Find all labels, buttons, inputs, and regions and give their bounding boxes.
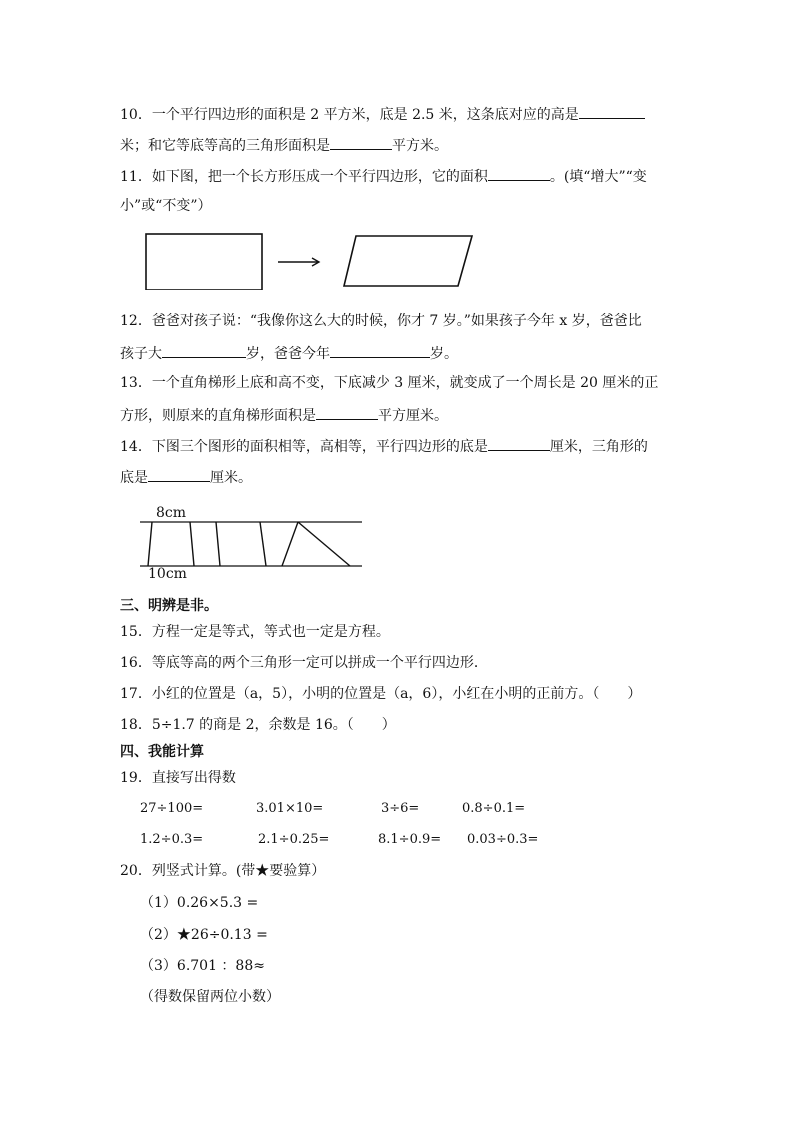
q14-text-b: 厘米，三角形的 — [549, 439, 648, 455]
q16: 16．等底等高的两个三角形一定可以拼成一个平行四边形． — [120, 655, 488, 671]
q12-text-a: 12．爸爸对孩子说：“我像你这么大的时候，你才 7 岁。”如果孩子今年 x 岁，爸爸比 — [120, 313, 642, 329]
calc-r2-c1: 1.2÷0.3= — [140, 832, 204, 847]
q12-line1 — [120, 311, 642, 331]
q11-text-c: 小”或“不变”） — [120, 198, 212, 214]
q20-2: （2）★26÷0.13 = — [140, 927, 268, 943]
q10-line1 — [120, 103, 645, 125]
q14-text-d: 厘米。 — [210, 470, 252, 486]
q10-text-a: 10．一个平行四边形的面积是 2 平方米，底是 2.5 米，这条底对应的高是 — [120, 107, 579, 123]
parallelogram-right-edge — [260, 522, 266, 566]
section4-title: 四、我能计算 — [120, 744, 204, 760]
label-8cm: 8cm — [156, 505, 187, 521]
trapezoid-left-edge — [148, 522, 152, 566]
q11-blank[interactable] — [488, 165, 550, 181]
calc-r1-c1: 27÷100= — [140, 801, 204, 816]
calc-r1-c3: 3÷6= — [381, 801, 420, 816]
q14-line2 — [120, 466, 252, 488]
section3-title: 三、明辨是非。 — [120, 598, 218, 614]
q14-text-a: 14．下图三个图形的面积相等，高相等，平行四边形的底是 — [120, 439, 488, 455]
q10-text-b: 米；和它等底等高的三角形面积是 — [120, 138, 330, 154]
q10-blank-area[interactable] — [330, 134, 392, 150]
rectangle-to-parallelogram-figure — [140, 228, 480, 290]
calc-r2-c2: 2.1÷0.25= — [258, 832, 330, 847]
q13-line1 — [120, 373, 658, 393]
q10-blank-height[interactable] — [579, 103, 645, 119]
triangle-right-edge — [298, 522, 350, 566]
q13-text-c: 平方厘米。 — [378, 408, 448, 424]
rectangle-shape — [146, 234, 262, 290]
q10-line2 — [120, 134, 448, 156]
q14-text-c: 底是 — [120, 470, 148, 486]
q18: 18．5÷1.7 的商是 2，余数是 16。（ ） — [120, 717, 396, 733]
calc-r1-c2: 3.01×10= — [256, 801, 324, 816]
q13-text-b: 方形，则原来的直角梯形面积是 — [120, 408, 316, 424]
q11-text-b: 。(填“增大”“变 — [549, 169, 647, 185]
q12-text-c: 岁，爸爸今年 — [246, 346, 330, 362]
q13-text-a: 13．一个直角梯形上底和高不变，下底减少 3 厘米，就变成了一个周长是 20 厘米的正 — [120, 375, 659, 391]
equal-area-figure — [140, 502, 370, 584]
q15: 15．方程一定是等式，等式也一定是方程。 — [120, 624, 390, 640]
q12-line2 — [120, 342, 458, 364]
q17: 17．小红的位置是（a，5），小明的位置是（a，6），小红在小明的正前方。（ ） — [120, 686, 642, 702]
parallelogram-shape — [344, 236, 472, 286]
q20-1: （1）0.26×5.3 = — [140, 895, 259, 911]
q14-line1 — [120, 435, 648, 457]
q13-blank[interactable] — [316, 404, 378, 420]
q10-text-c: 平方米。 — [392, 138, 448, 154]
calc-r2-c4: 0.03÷0.3= — [467, 832, 539, 847]
q11-line2 — [120, 196, 211, 216]
q13-line2 — [120, 404, 448, 426]
triangle-left-edge — [282, 522, 298, 566]
q11-text-a: 11．如下图，把一个长方形压成一个平行四边形，它的面积 — [120, 169, 488, 185]
q20-note: （得数保留两位小数） — [140, 989, 280, 1005]
parallelogram-left-edge — [216, 522, 220, 566]
q20: 20．列竖式计算。(带★要验算） — [120, 863, 326, 879]
q12-text-d: 岁。 — [430, 346, 458, 362]
q12-blank-age[interactable] — [330, 342, 430, 358]
calc-r1-c4: 0.8÷0.1= — [462, 801, 526, 816]
q12-text-b: 孩子大 — [120, 346, 162, 362]
q14-blank-base[interactable] — [488, 435, 550, 451]
trapezoid-right-edge — [190, 522, 194, 566]
q20-3: （3）6.701 ：88≈ — [140, 958, 265, 974]
q11-line1 — [120, 165, 647, 187]
q14-blank-triangle-base[interactable] — [148, 466, 210, 482]
calc-r2-c3: 8.1÷0.9= — [378, 832, 442, 847]
q19: 19．直接写出得数 — [120, 770, 236, 786]
q12-blank-diff[interactable] — [162, 342, 246, 358]
label-10cm: 10cm — [148, 566, 187, 582]
